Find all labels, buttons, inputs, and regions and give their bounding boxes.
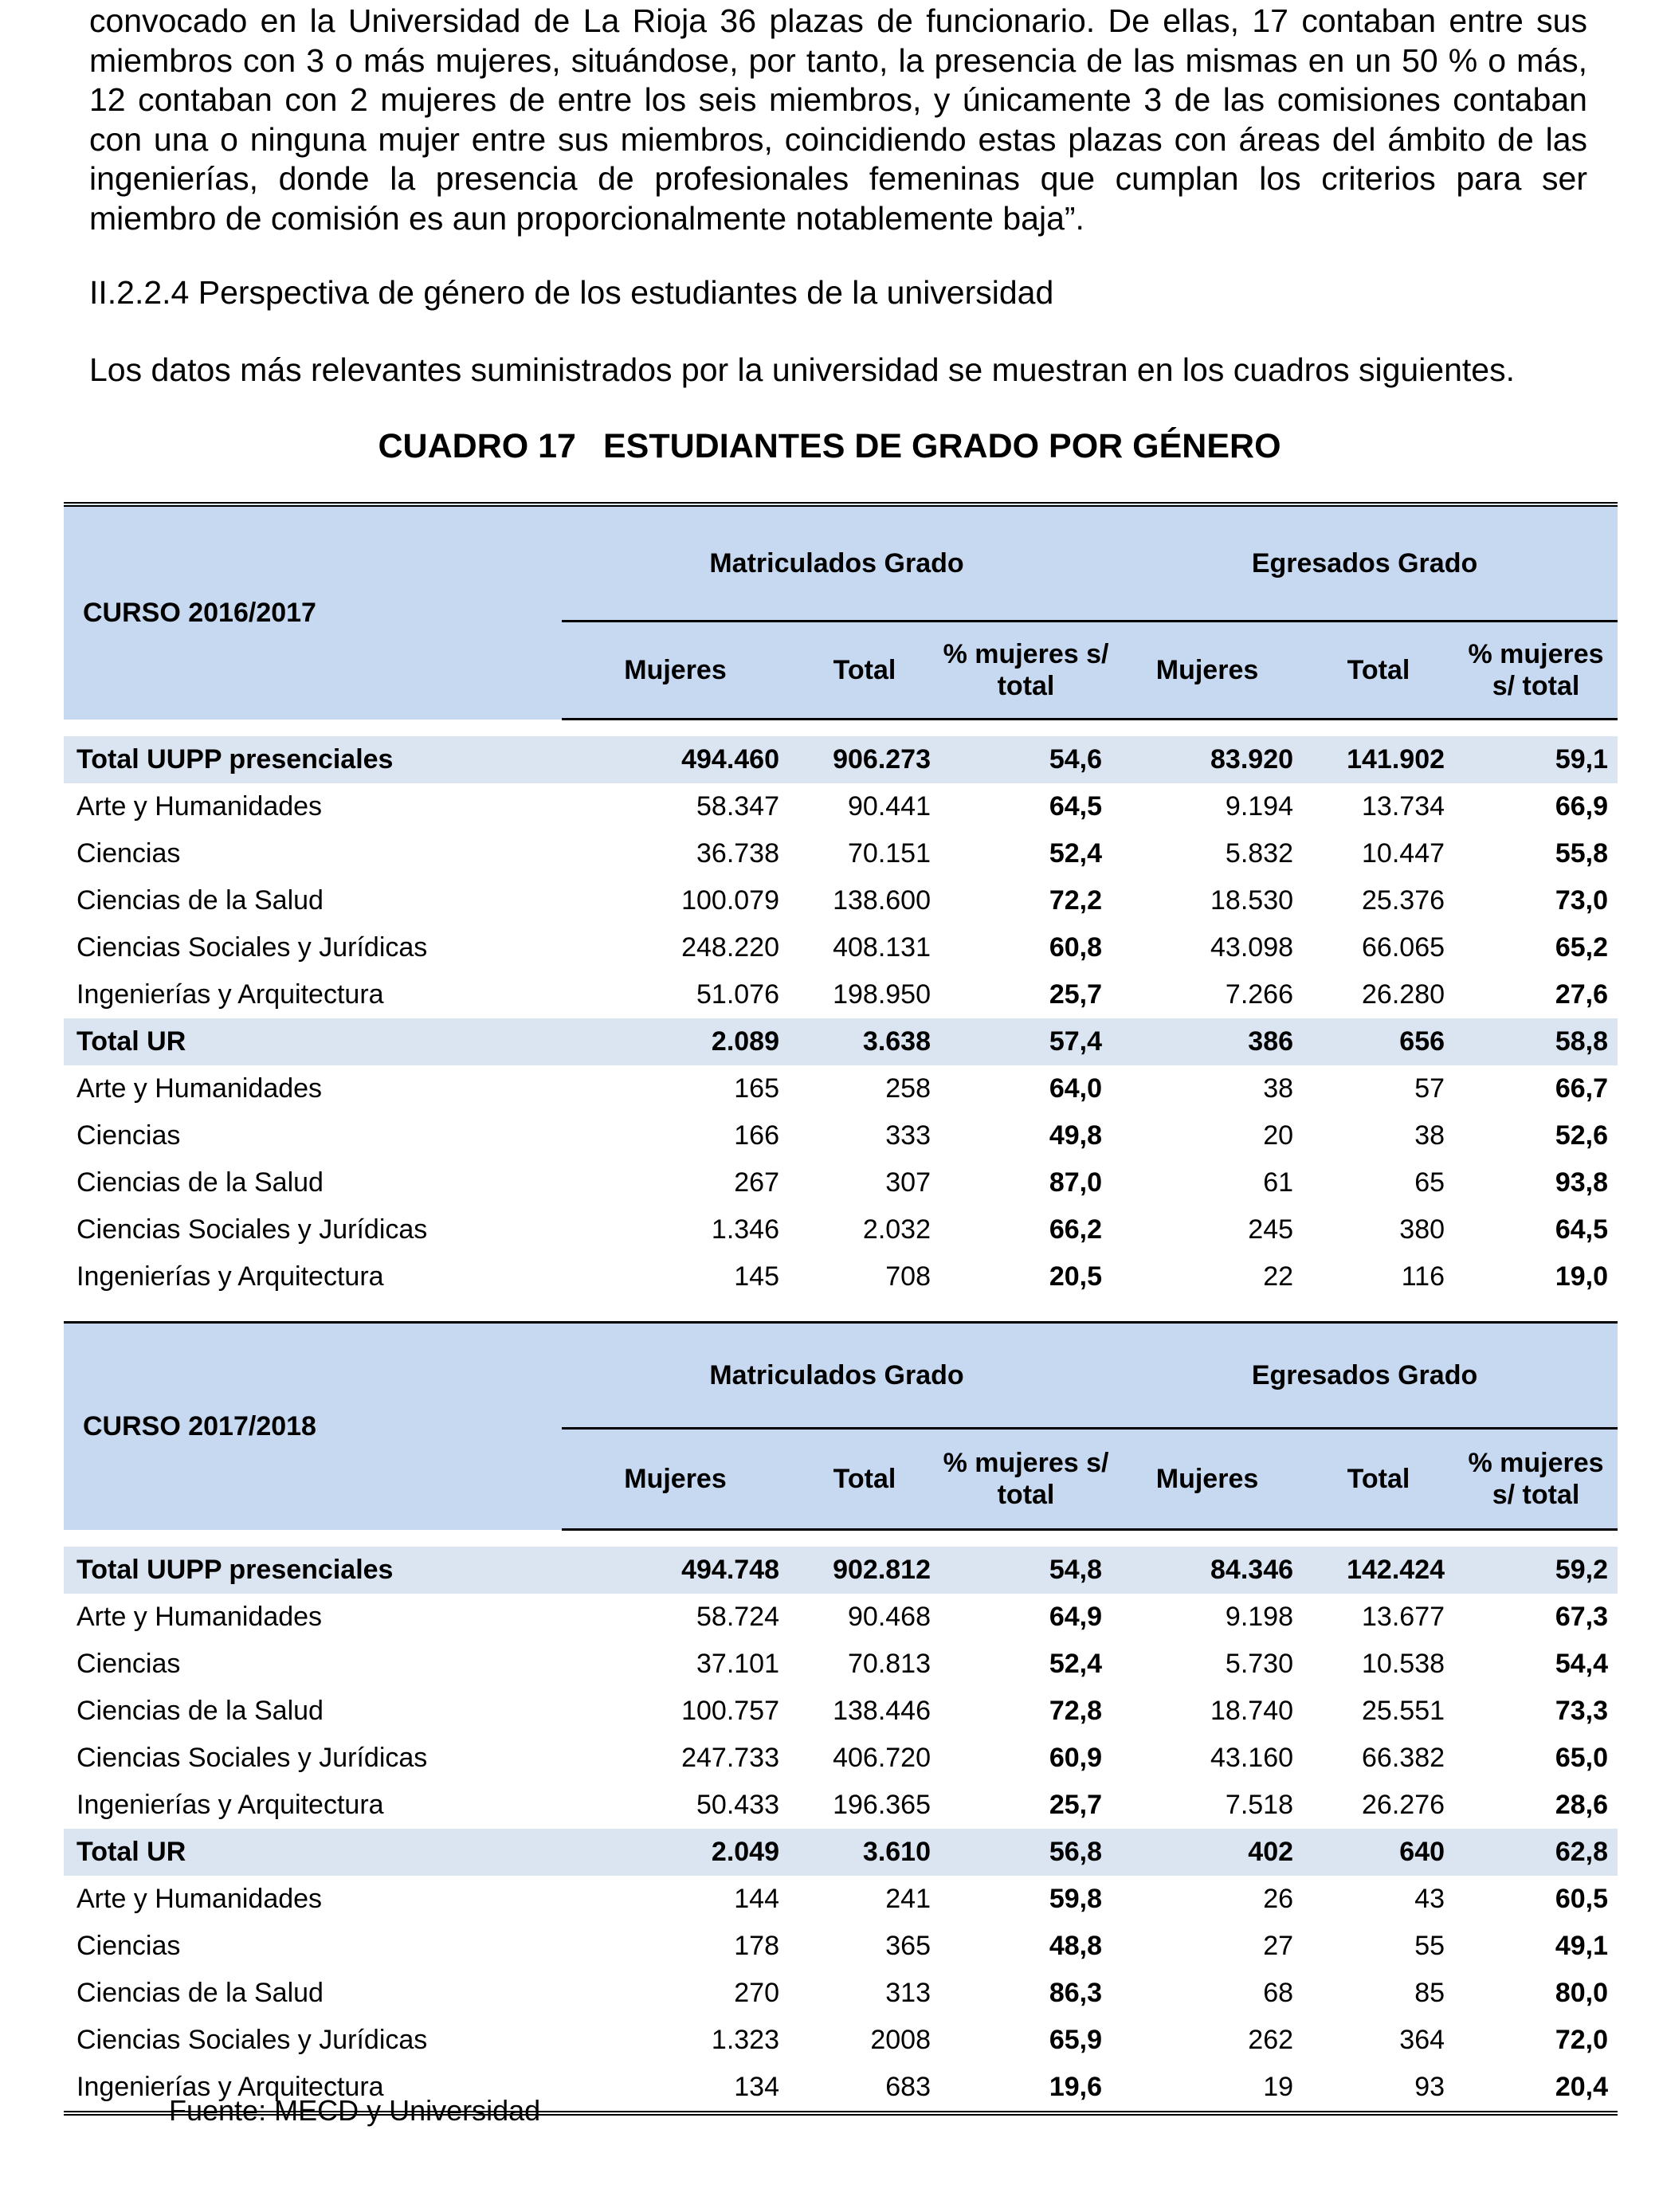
- cell-total-matriculados: 408.131: [833, 932, 931, 963]
- table-row: [64, 1876, 1618, 1923]
- cell-pct-egresados: 73,3: [1555, 1696, 1609, 1726]
- cell-pct-egresados: 52,6: [1555, 1120, 1609, 1151]
- cell-total-egresados: 93: [1414, 2072, 1445, 2102]
- cell-mujeres-egresados: 26: [1263, 1884, 1294, 1914]
- cell-pct-egresados: 54,4: [1555, 1649, 1609, 1679]
- cell-pct-matriculados: 64,0: [1049, 1073, 1103, 1104]
- cell-total-matriculados: 307: [885, 1167, 931, 1198]
- row-label: Arte y Humanidades: [76, 791, 323, 822]
- cell-pct-egresados: 59,2: [1454, 1547, 1618, 1594]
- table-row: [64, 1253, 1618, 1300]
- cell-total-matriculados: 333: [885, 1120, 931, 1151]
- egresados-header: Egresados Grado: [1112, 1323, 1618, 1429]
- row-label: Total UR: [64, 1829, 562, 1876]
- cell-total-egresados: 57: [1414, 1073, 1445, 1104]
- cell-total-matriculados: 406.720: [833, 1743, 931, 1773]
- col-pct: % mujeres s/ total: [940, 622, 1112, 720]
- cell-pct-matriculados: 66,2: [1049, 1214, 1103, 1245]
- col-mujeres: Mujeres: [562, 622, 789, 720]
- table-row: [64, 1923, 1618, 1970]
- table-row: [64, 924, 1618, 971]
- cell-pct-matriculados: 52,4: [1049, 838, 1103, 869]
- cell-total-egresados: 13.677: [1362, 1602, 1445, 1632]
- cell-total-matriculados: 138.446: [833, 1696, 931, 1726]
- table-row: [64, 2017, 1618, 2064]
- cell-total-matriculados: 365: [885, 1931, 931, 1961]
- caption-number: CUADRO 17: [378, 427, 576, 465]
- cell-total-matriculados: 906.273: [789, 736, 940, 783]
- cell-total-egresados: 380: [1399, 1214, 1445, 1245]
- row-label: Ingenierías y Arquitectura: [76, 2072, 384, 2102]
- cell-mujeres-egresados: 262: [1248, 2025, 1294, 2055]
- cell-mujeres-matriculados: 36.738: [696, 838, 779, 869]
- table-row: [64, 1782, 1618, 1829]
- row-label: Ciencias Sociales y Jurídicas: [76, 932, 428, 963]
- table-row: [64, 1970, 1618, 2017]
- cell-mujeres-egresados: 18.740: [1210, 1696, 1294, 1726]
- cell-pct-matriculados: 52,4: [1049, 1649, 1103, 1679]
- cell-pct-matriculados: 49,8: [1049, 1120, 1103, 1151]
- row-label: Ingenierías y Arquitectura: [76, 1790, 384, 1820]
- cell-mujeres-egresados: 27: [1263, 1931, 1294, 1961]
- cell-mujeres-egresados: 61: [1263, 1167, 1294, 1198]
- cell-pct-matriculados: 59,8: [1049, 1884, 1103, 1914]
- cell-pct-matriculados: 25,7: [1049, 1790, 1103, 1820]
- cell-pct-matriculados: 54,6: [940, 736, 1112, 783]
- cell-total-matriculados: 90.441: [848, 791, 931, 822]
- cell-mujeres-egresados: 83.920: [1112, 736, 1303, 783]
- cell-mujeres-matriculados: 58.724: [696, 1602, 779, 1632]
- col-mujeres: Mujeres: [1112, 622, 1303, 720]
- row-label: Ciencias de la Salud: [76, 1978, 324, 2008]
- cell-total-egresados: 13.734: [1362, 791, 1445, 822]
- cell-pct-egresados: 64,5: [1555, 1214, 1609, 1245]
- row-label: Ciencias Sociales y Jurídicas: [76, 1743, 428, 1773]
- cell-pct-matriculados: 56,8: [940, 1829, 1112, 1876]
- cell-mujeres-matriculados: 145: [734, 1261, 779, 1292]
- cell-pct-matriculados: 86,3: [1049, 1978, 1103, 2008]
- caption-title: ESTUDIANTES DE GRADO POR GÉNERO: [602, 427, 1281, 465]
- table-row: [64, 830, 1618, 877]
- cell-total-egresados: 25.376: [1362, 885, 1445, 916]
- cell-mujeres-matriculados: 2.049: [562, 1829, 789, 1876]
- col-pct: % mujeres s/ total: [1454, 622, 1618, 720]
- row-label: Arte y Humanidades: [76, 1884, 323, 1914]
- cell-mujeres-egresados: 18.530: [1210, 885, 1294, 916]
- cell-pct-matriculados: 20,5: [1049, 1261, 1103, 1292]
- col-total: Total: [789, 1429, 940, 1530]
- cell-total-egresados: 65: [1414, 1167, 1445, 1198]
- row-label: Ingenierías y Arquitectura: [76, 1261, 384, 1292]
- cell-pct-egresados: 49,1: [1555, 1931, 1609, 1961]
- cell-pct-egresados: 59,1: [1454, 736, 1618, 783]
- row-label: Ciencias de la Salud: [76, 1696, 324, 1726]
- cell-total-matriculados: 683: [885, 2072, 931, 2102]
- cell-pct-egresados: 60,5: [1555, 1884, 1609, 1914]
- row-label: Arte y Humanidades: [76, 1073, 323, 1104]
- col-mujeres: Mujeres: [562, 1429, 789, 1530]
- cell-total-matriculados: 3.638: [789, 1018, 940, 1065]
- cell-total-matriculados: 241: [885, 1884, 931, 1914]
- cell-mujeres-matriculados: 270: [734, 1978, 779, 2008]
- table-2016-2017: [64, 502, 1618, 1300]
- cell-pct-matriculados: 87,0: [1049, 1167, 1103, 1198]
- section-heading: II.2.2.4 Perspectiva de género de los estudiantes de la universidad: [89, 274, 1054, 311]
- cell-pct-matriculados: 65,9: [1049, 2025, 1103, 2055]
- row-label: Ciencias: [76, 1120, 181, 1151]
- row-label: Ingenierías y Arquitectura: [76, 979, 384, 1010]
- cell-pct-egresados: 65,2: [1555, 932, 1609, 963]
- row-label: Ciencias Sociales y Jurídicas: [76, 1214, 428, 1245]
- cell-pct-matriculados: 25,7: [1049, 979, 1103, 1010]
- col-mujeres: Mujeres: [1112, 1429, 1303, 1530]
- cell-total-egresados: 38: [1414, 1120, 1445, 1151]
- table-row: [64, 1688, 1618, 1735]
- cell-pct-egresados: 67,3: [1555, 1602, 1609, 1632]
- cell-total-egresados: 142.424: [1303, 1547, 1454, 1594]
- table-row: [64, 1065, 1618, 1112]
- table-row: [64, 1547, 1618, 1594]
- cell-total-egresados: 656: [1303, 1018, 1454, 1065]
- row-label: Total UR: [64, 1018, 562, 1065]
- table-2017-2018: [64, 1321, 1618, 2116]
- cell-pct-matriculados: 64,9: [1049, 1602, 1103, 1632]
- cell-mujeres-egresados: 9.194: [1225, 791, 1294, 822]
- cell-mujeres-egresados: 9.198: [1225, 1602, 1294, 1632]
- spacer: [64, 1530, 1618, 1547]
- table-row: [64, 1112, 1618, 1159]
- cell-mujeres-matriculados: 58.347: [696, 791, 779, 822]
- cell-total-matriculados: 3.610: [789, 1829, 940, 1876]
- cell-pct-egresados: 65,0: [1555, 1743, 1609, 1773]
- cell-mujeres-matriculados: 100.757: [681, 1696, 779, 1726]
- cell-pct-matriculados: 60,9: [1049, 1743, 1103, 1773]
- cell-mujeres-egresados: 43.160: [1210, 1743, 1294, 1773]
- row-label: Arte y Humanidades: [76, 1602, 323, 1632]
- cell-total-matriculados: 313: [885, 1978, 931, 2008]
- cell-mujeres-egresados: 43.098: [1210, 932, 1294, 963]
- cell-mujeres-matriculados: 178: [734, 1931, 779, 1961]
- cell-mujeres-egresados: 386: [1112, 1018, 1303, 1065]
- cell-pct-matriculados: 64,5: [1049, 791, 1103, 822]
- cell-pct-matriculados: 72,2: [1049, 885, 1103, 916]
- cell-pct-matriculados: 48,8: [1049, 1931, 1103, 1961]
- cell-total-egresados: 141.902: [1303, 736, 1454, 783]
- row-label: Total UUPP presenciales: [64, 1547, 562, 1594]
- cell-total-egresados: 10.538: [1362, 1649, 1445, 1679]
- cell-mujeres-matriculados: 2.089: [562, 1018, 789, 1065]
- col-total: Total: [1303, 1429, 1454, 1530]
- cell-total-egresados: 25.551: [1362, 1696, 1445, 1726]
- cell-mujeres-matriculados: 144: [734, 1884, 779, 1914]
- row-label: Ciencias de la Salud: [76, 1167, 324, 1198]
- table-row: [64, 877, 1618, 924]
- col-total: Total: [1303, 622, 1454, 720]
- cell-pct-egresados: 73,0: [1555, 885, 1609, 916]
- cell-mujeres-egresados: 22: [1263, 1261, 1294, 1292]
- row-label: Ciencias de la Salud: [76, 885, 324, 916]
- table-row: [64, 1018, 1618, 1065]
- cell-total-egresados: 640: [1303, 1829, 1454, 1876]
- cell-pct-egresados: 19,0: [1555, 1261, 1609, 1292]
- source-note: Fuente: MECD y Universidad: [169, 2094, 541, 2127]
- cell-mujeres-matriculados: 100.079: [681, 885, 779, 916]
- body-paragraph: convocado en la Universidad de La Rioja 36 plazas de funcionario. De ellas, 17 contaban entre sus miembros con 3 o más mujeres, situándose, por tanto, la presencia de las mismas en un 50 % o más, 12 contaban con 2 mujeres de entre los seis miembros, y únicamente 3 de las comisiones contaban con una o ninguna mujer entre sus miembros, coincidiendo estas plazas con áreas del ámbito de las ingenierías, donde la presencia de profesionales femeninas que cumplan los criterios para ser miembro de comisión es aun proporcionalmente notablemente baja”.: [89, 2, 1587, 237]
- cell-total-matriculados: 70.151: [848, 838, 931, 869]
- cell-pct-egresados: 58,8: [1454, 1018, 1618, 1065]
- cell-mujeres-matriculados: 165: [734, 1073, 779, 1104]
- cell-mujeres-matriculados: 267: [734, 1167, 779, 1198]
- cell-total-matriculados: 70.813: [848, 1649, 931, 1679]
- cell-pct-egresados: 72,0: [1555, 2025, 1609, 2055]
- cell-total-matriculados: 2008: [870, 2025, 931, 2055]
- table-row: [64, 971, 1618, 1018]
- cell-total-matriculados: 708: [885, 1261, 931, 1292]
- cell-pct-matriculados: 60,8: [1049, 932, 1103, 963]
- row-label: Total UUPP presenciales: [64, 736, 562, 783]
- cell-total-matriculados: 90.468: [848, 1602, 931, 1632]
- cell-mujeres-egresados: 7.518: [1225, 1790, 1294, 1820]
- cell-mujeres-matriculados: 247.733: [681, 1743, 779, 1773]
- cell-pct-egresados: 27,6: [1555, 979, 1609, 1010]
- cell-total-matriculados: 196.365: [833, 1790, 931, 1820]
- cell-mujeres-matriculados: 37.101: [696, 1649, 779, 1679]
- egresados-header: Egresados Grado: [1112, 504, 1618, 622]
- cell-total-egresados: 66.382: [1362, 1743, 1445, 1773]
- cell-total-egresados: 26.280: [1362, 979, 1445, 1010]
- cell-mujeres-egresados: 245: [1248, 1214, 1294, 1245]
- cell-total-egresados: 66.065: [1362, 932, 1445, 963]
- curso-header: CURSO 2016/2017: [64, 504, 562, 720]
- spacer: [64, 720, 1618, 737]
- cell-total-egresados: 116: [1401, 1261, 1445, 1292]
- cell-pct-egresados: 66,9: [1555, 791, 1609, 822]
- cell-mujeres-egresados: 68: [1263, 1978, 1294, 2008]
- cell-mujeres-matriculados: 1.323: [711, 2025, 779, 2055]
- cell-pct-egresados: 93,8: [1555, 1167, 1609, 1198]
- cell-mujeres-egresados: 38: [1263, 1073, 1294, 1104]
- matriculados-header: Matriculados Grado: [562, 1323, 1112, 1429]
- cell-mujeres-matriculados: 134: [734, 2072, 779, 2102]
- cell-pct-egresados: 66,7: [1555, 1073, 1609, 1104]
- table-row: [64, 1735, 1618, 1782]
- cell-pct-egresados: 80,0: [1555, 1978, 1609, 2008]
- col-total: Total: [789, 622, 940, 720]
- cell-mujeres-matriculados: 248.220: [681, 932, 779, 963]
- col-pct: % mujeres s/ total: [1454, 1429, 1618, 1530]
- row-label: Ciencias: [76, 1649, 181, 1679]
- cell-mujeres-egresados: 5.730: [1225, 1649, 1294, 1679]
- row-label: Ciencias: [76, 838, 181, 869]
- cell-total-egresados: 364: [1399, 2025, 1445, 2055]
- cell-total-matriculados: 138.600: [833, 885, 931, 916]
- col-pct: % mujeres s/ total: [940, 1429, 1112, 1530]
- cell-total-egresados: 85: [1414, 1978, 1445, 2008]
- row-label: Ciencias Sociales y Jurídicas: [76, 2025, 428, 2055]
- cell-pct-matriculados: 19,6: [1049, 2072, 1103, 2102]
- cell-mujeres-egresados: 20: [1263, 1120, 1294, 1151]
- cell-mujeres-egresados: 7.266: [1225, 979, 1294, 1010]
- cell-total-matriculados: 2.032: [862, 1214, 931, 1245]
- intro-text: Los datos más relevantes suministrados por la universidad se muestran en los cuadros siguientes.: [89, 351, 1515, 388]
- curso-header: CURSO 2017/2018: [64, 1323, 562, 1530]
- cell-mujeres-egresados: 19: [1263, 2072, 1294, 2102]
- cell-pct-egresados: 20,4: [1555, 2072, 1609, 2102]
- cell-pct-egresados: 28,6: [1555, 1790, 1609, 1820]
- cell-pct-matriculados: 54,8: [940, 1547, 1112, 1594]
- cell-pct-egresados: 55,8: [1555, 838, 1609, 869]
- row-label: Ciencias: [76, 1931, 181, 1961]
- cell-pct-matriculados: 57,4: [940, 1018, 1112, 1065]
- cell-total-matriculados: 258: [885, 1073, 931, 1104]
- cell-total-egresados: 26.276: [1362, 1790, 1445, 1820]
- table-row: [64, 783, 1618, 830]
- cell-mujeres-matriculados: 166: [734, 1120, 779, 1151]
- table-row: [64, 1829, 1618, 1876]
- cell-total-egresados: 43: [1414, 1884, 1445, 1914]
- table-row: [64, 1594, 1618, 1641]
- cell-mujeres-egresados: 84.346: [1112, 1547, 1303, 1594]
- cell-mujeres-matriculados: 51.076: [696, 979, 779, 1010]
- table-caption: [0, 424, 1659, 469]
- matriculados-header: Matriculados Grado: [562, 504, 1112, 622]
- table-row: [64, 1159, 1618, 1206]
- cell-pct-matriculados: 72,8: [1049, 1696, 1103, 1726]
- table-row: [64, 1641, 1618, 1688]
- cell-total-matriculados: 198.950: [833, 979, 931, 1010]
- cell-total-egresados: 55: [1414, 1931, 1445, 1961]
- cell-total-egresados: 10.447: [1362, 838, 1445, 869]
- cell-total-matriculados: 902.812: [789, 1547, 940, 1594]
- cell-mujeres-matriculados: 1.346: [711, 1214, 779, 1245]
- table-row: [64, 1206, 1618, 1253]
- cell-mujeres-matriculados: 50.433: [696, 1790, 779, 1820]
- cell-mujeres-matriculados: 494.460: [562, 736, 789, 783]
- cell-pct-egresados: 62,8: [1454, 1829, 1618, 1876]
- table-row: [64, 736, 1618, 783]
- cell-mujeres-egresados: 5.832: [1225, 838, 1294, 869]
- cell-mujeres-matriculados: 494.748: [562, 1547, 789, 1594]
- cell-mujeres-egresados: 402: [1112, 1829, 1303, 1876]
